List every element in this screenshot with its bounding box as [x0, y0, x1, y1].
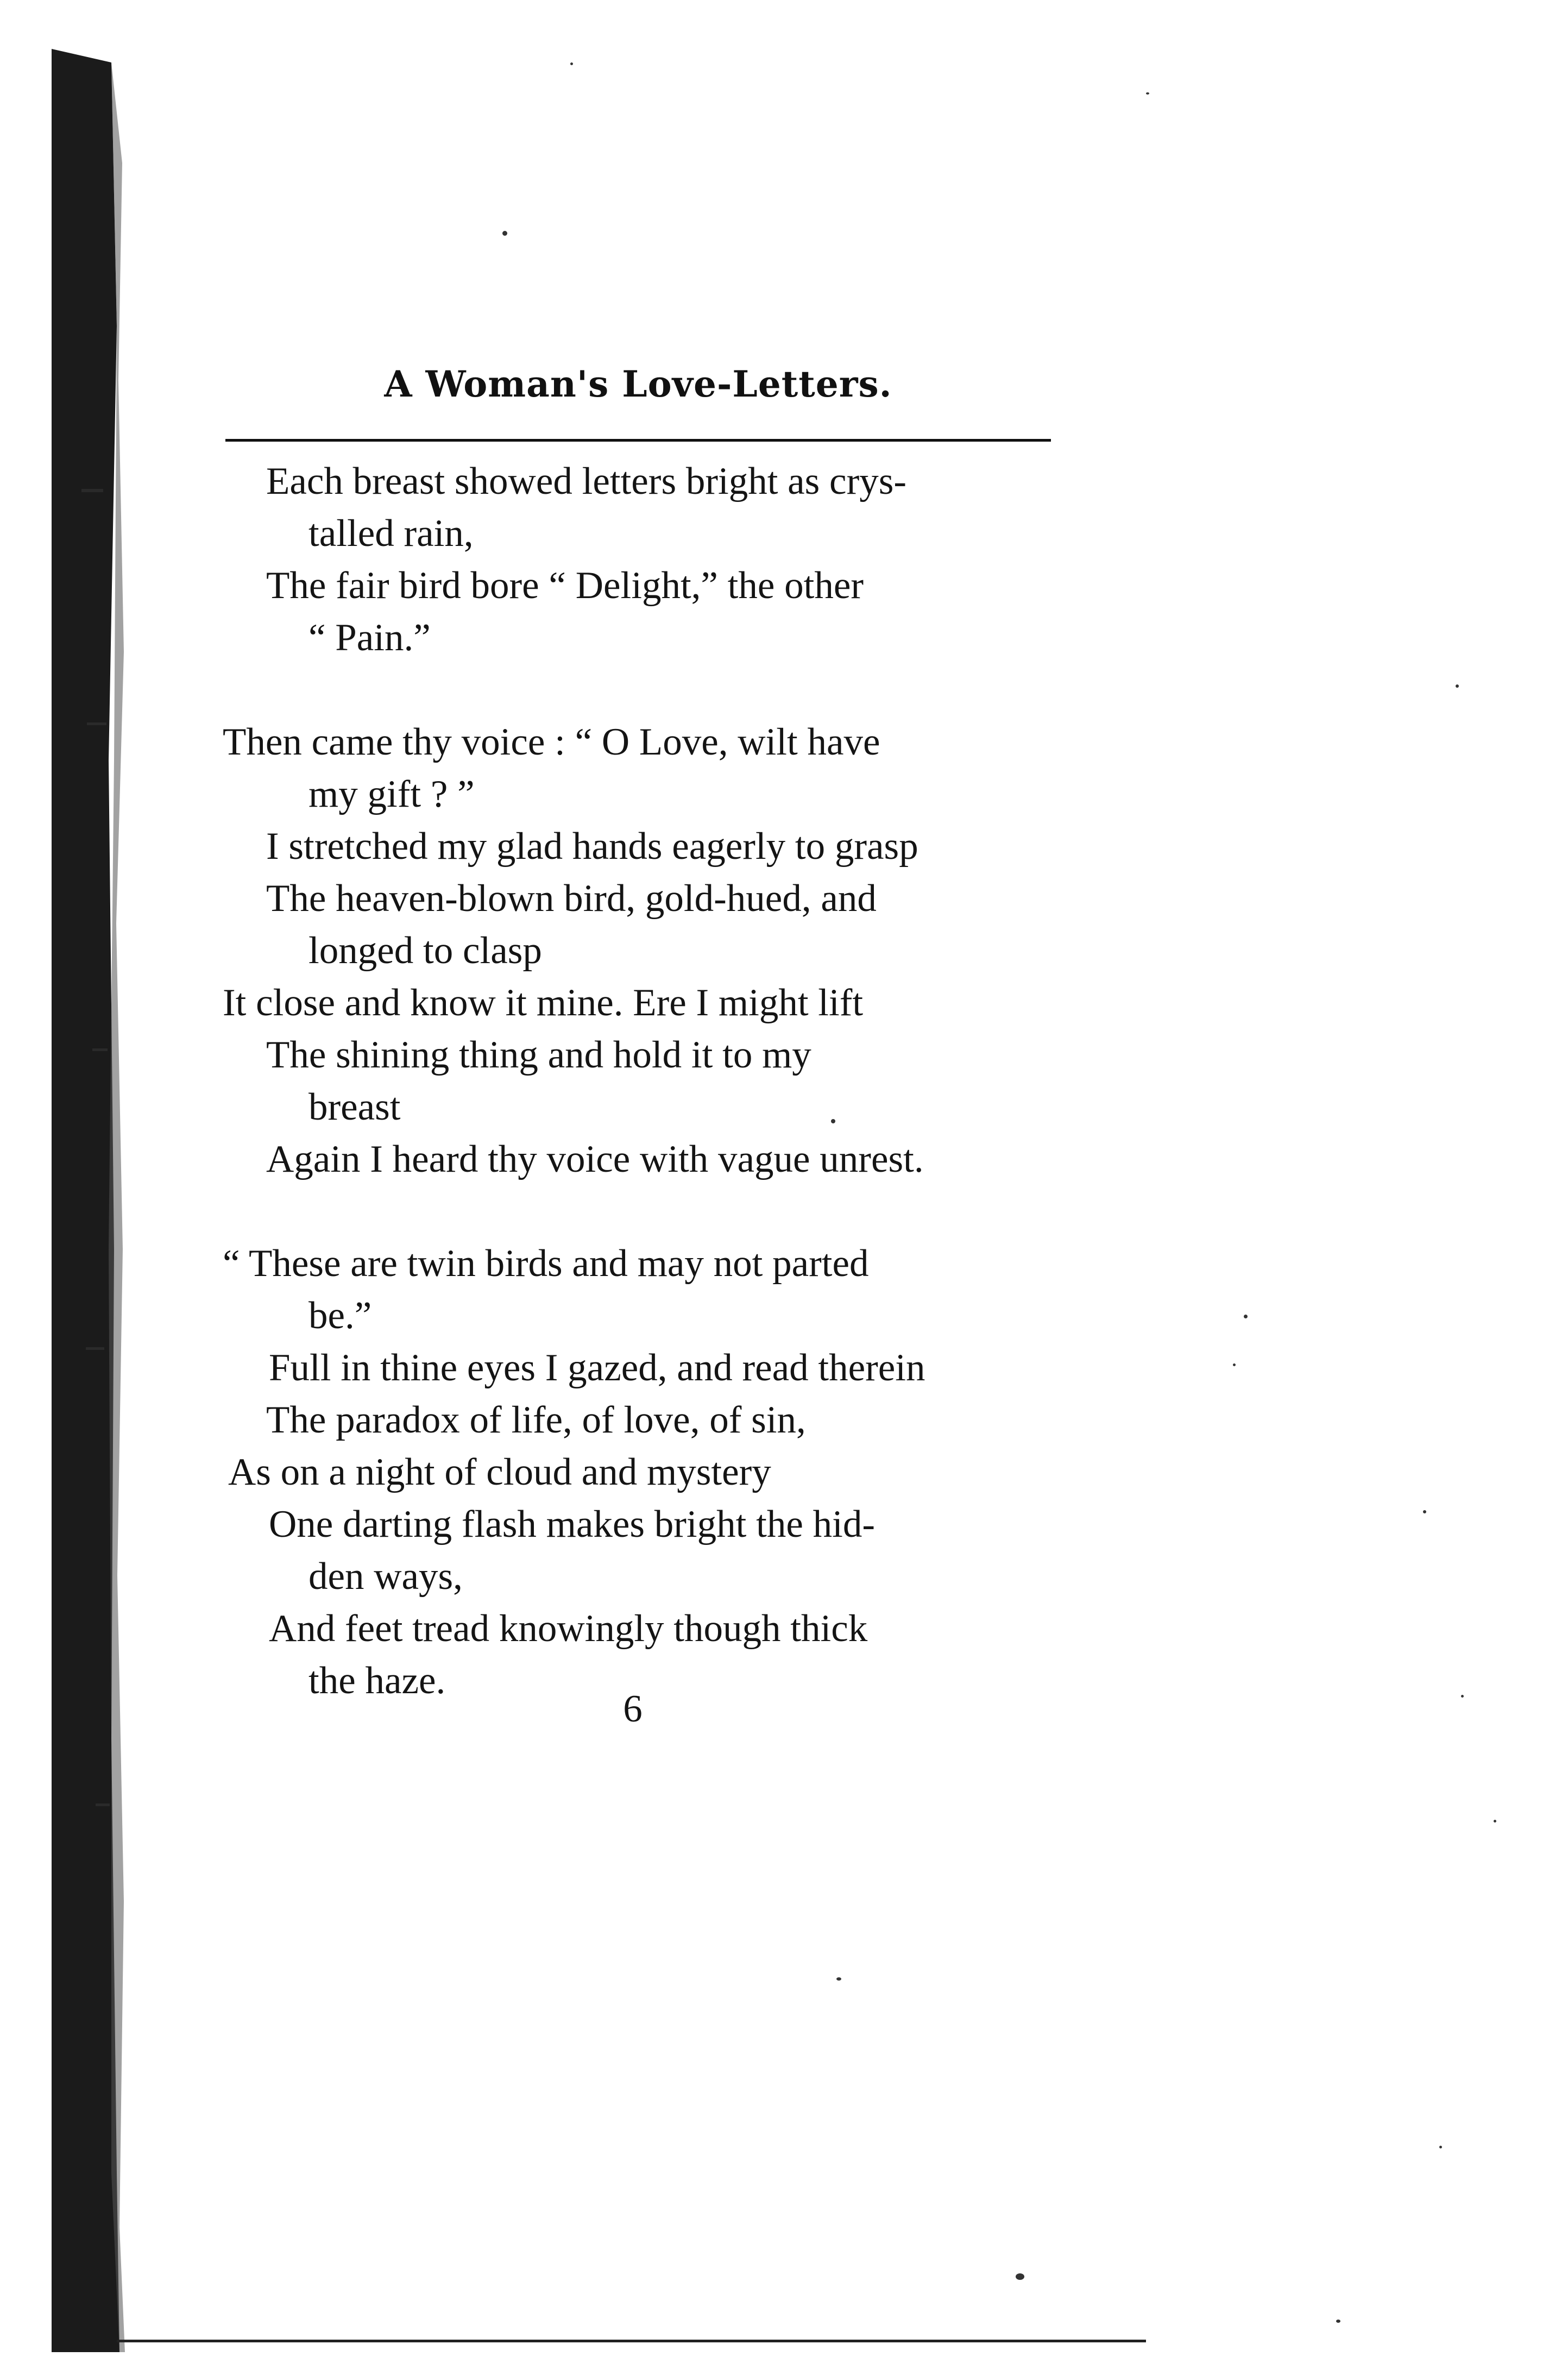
poem-line: The heaven-blown bird, gold-hued, and: [266, 877, 877, 920]
scan-speck: [502, 231, 507, 236]
poem-line: And feet tread knowingly though thick: [269, 1607, 868, 1650]
poem-line: the haze.: [308, 1660, 446, 1702]
scan-speck: [1423, 1510, 1426, 1513]
poem-line: be.”: [308, 1294, 372, 1337]
poem-line: It close and know it mine. Ere I might lift: [223, 982, 864, 1024]
poem-line: The shining thing and hold it to my: [266, 1034, 811, 1076]
scan-speck: [1016, 2273, 1024, 2280]
scan-speck: [1244, 1315, 1248, 1318]
poem-line: my gift ? ”: [308, 773, 475, 815]
poem-line: I stretched my glad hands eagerly to grasp: [266, 825, 918, 868]
running-head: A Woman's Love-Letters.: [384, 363, 892, 405]
header-rule: [225, 439, 1051, 442]
page-number: 6: [623, 1688, 643, 1730]
poem-line: “ Pain.”: [308, 617, 431, 659]
poem-line: Full in thine eyes I gazed, and read therein: [269, 1347, 925, 1389]
poem-line: As on a night of cloud and mystery: [228, 1451, 771, 1493]
scan-speck: [1456, 684, 1459, 688]
poem-line: The fair bird bore “ Delight,” the other: [266, 564, 864, 607]
poem-line: “ These are twin birds and may not parted: [223, 1242, 869, 1285]
scan-speck: [570, 62, 573, 65]
poem-line: longed to clasp: [308, 929, 542, 972]
poem-body: [217, 455, 1065, 1707]
scan-speck: [1233, 1363, 1236, 1366]
scan-speck: [1336, 2320, 1340, 2323]
scan-speck: [1494, 1820, 1496, 1822]
scan-speck: [1439, 2146, 1442, 2148]
scan-speck: [1461, 1695, 1464, 1698]
poem-line: The paradox of life, of love, of sin,: [266, 1399, 806, 1441]
scan-speck: [836, 1977, 841, 1981]
scanned-binding-edge: [0, 0, 136, 2363]
scan-speck: [1146, 92, 1149, 95]
poem-line: Then came thy voice : “ O Love, wilt have: [223, 721, 880, 763]
poem-line: One darting flash makes bright the hid-: [269, 1503, 875, 1545]
bottom-rule: [117, 2340, 1146, 2342]
poem-line: talled rain,: [308, 512, 474, 555]
poem-line: Each breast showed letters bright as crys-: [266, 460, 906, 502]
poem-line: Again I heard thy voice with vague unrest.: [266, 1138, 924, 1180]
scan-speck: [831, 1119, 835, 1123]
stanza-break: [217, 1185, 1065, 1237]
stanza-break: [217, 664, 1065, 716]
poem-line: breast: [308, 1086, 401, 1128]
poem-line: den ways,: [308, 1555, 463, 1598]
